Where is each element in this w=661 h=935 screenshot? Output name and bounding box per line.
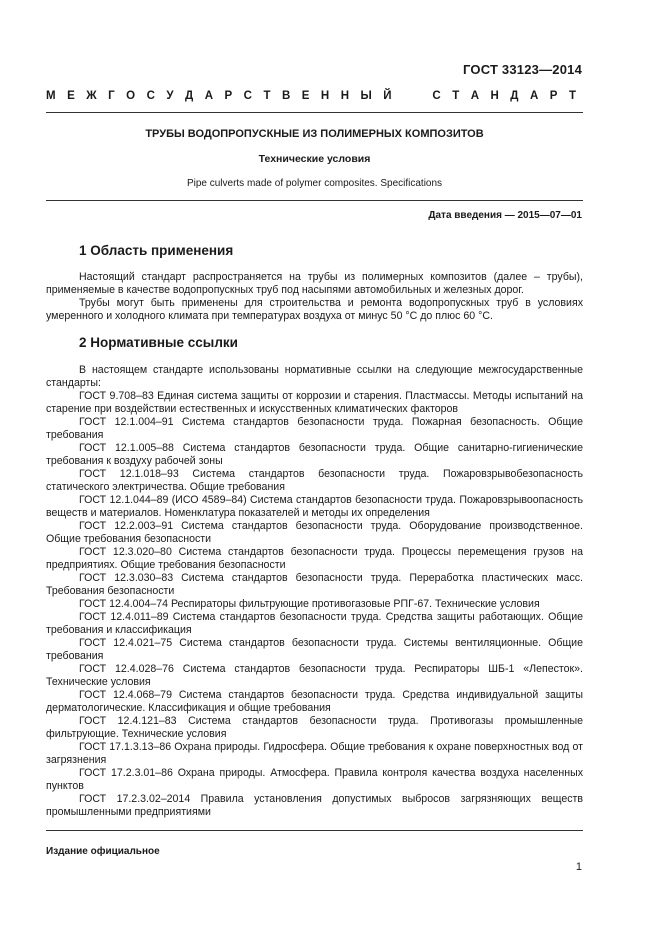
banner-letter: О [126,90,136,102]
document-subtitle: Технические условия [258,153,371,165]
banner-letter: Е [301,90,310,102]
banner-letter: Й [383,90,392,102]
header-rule [46,112,583,113]
normative-reference: ГОСТ 12.1.005–88 Система стандартов безопасности труда. Общие санитарно-гигиенические требования к воздуху рабочей зоны [46,442,583,467]
section-2-body [46,364,583,819]
banner-letter: Ы [360,90,372,102]
normative-reference: ГОСТ 12.4.121–83 Система стандартов безопасности труда. Противогазы промышленные фильтрующие. Технические условия [46,715,583,740]
banner-letter: М [46,90,56,102]
banner-letter: У [166,90,174,102]
banner-letter: С [432,90,441,102]
banner-letter: Р [549,90,558,102]
normative-reference: В настоящем стандарте использованы нормативные ссылки на следующие межгосударственные стандарты: [46,364,583,389]
normative-reference: ГОСТ 12.4.021–75 Система стандартов безопасности труда. Системы вентиляционные. Общие требования [46,637,583,662]
normative-reference: ГОСТ 12.3.030–83 Система стандартов безопасности труда. Переработка пластических масс. Требования безопасности [46,572,583,597]
normative-reference: ГОСТ 12.1.044–89 (ИСО 4589–84) Система стандартов безопасности труда. Пожаровзрывоопасность веществ и материалов. Номенклатура показателей и методы их определения [46,494,583,519]
footer-rule [46,830,583,831]
normative-reference: ГОСТ 12.4.028–76 Система стандартов безопасности труда. Респираторы ШБ-1 «Лепесток». Технические условия [46,663,583,688]
edition-label: Издание официальное [46,846,160,857]
introduction-date: Дата введения — 2015—07—01 [428,210,582,221]
banner-letter: Н [340,90,350,102]
banner-letter: Е [67,90,75,102]
banner-letter [403,90,406,102]
interstate-standard-banner [46,90,576,102]
section-1-paragraph: Трубы могут быть применены для строительства и ремонта водопропускных труб в условиях умеренного и холодного климата при температурах воздуха от минус 50 °С до плюс 60 °С. [46,297,583,322]
banner-letter: С [146,90,155,102]
section-1-heading: 1 Область применения [79,243,234,258]
banner-letter: А [529,90,539,102]
english-title: Pipe culverts made of polymer composites. Specifications [186,178,443,189]
banner-letter: Д [510,90,519,102]
banner-letter: А [204,90,214,102]
normative-reference: ГОСТ 17.1.3.13–86 Охрана природы. Гидросфера. Общие требования к охране поверхностных вод от загрязнения [46,741,583,766]
banner-letter: Г [108,90,115,102]
banner-letter: В [281,90,291,102]
title-rule [46,200,583,201]
normative-reference: ГОСТ 12.4.011–89 Система стандартов безопасности труда. Средства защиты работающих. Общие требования и классификация [46,611,583,636]
normative-reference: ГОСТ 17.2.3.01–86 Охрана природы. Атмосфера. Правила контроля качества воздуха населенных пунктов [46,767,583,792]
banner-letter: А [470,90,480,102]
banner-letter: Т [452,90,460,102]
gost-code: ГОСТ 33123—2014 [463,62,582,77]
page-number: 1 [575,861,582,873]
normative-reference: ГОСТ 12.3.020–80 Система стандартов безопасности труда. Процессы перемещения грузов на предприятиях. Общие требования безопасности [46,546,583,571]
normative-reference: ГОСТ 12.2.003–91 Система стандартов безопасности труда. Оборудование производственное. Общие требования безопасности [46,520,583,545]
normative-reference: ГОСТ 12.4.004–74 Респираторы фильтрующие противогазовые РПГ-67. Технические условия [79,598,540,610]
section-1-body [46,271,583,323]
normative-reference: ГОСТ 12.1.004–91 Система стандартов безопасности труда. Пожарная безопасность. Общие требования [46,416,583,441]
document-title: ТРУБЫ ВОДОПРОПУСКНЫЕ ИЗ ПОЛИМЕРНЫХ КОМПОЗИТОВ [145,128,484,140]
banner-letter: Д [185,90,194,102]
normative-reference: ГОСТ 12.4.068–79 Система стандартов безопасности труда. Средства индивидуальной защиты дерматологические. Классификация и общие требования [46,689,583,714]
section-1-paragraph: Настоящий стандарт распространяется на трубы из полимерных композитов (далее – трубы), применяемые в качестве водопропускных труб под насыпями автомобильных и железных дорог. [46,271,583,296]
section-2-heading: 2 Нормативные ссылки [79,335,238,350]
normative-reference: ГОСТ 12.1.018–93 Система стандартов безопасности труда. Пожаровзрывобезопасность статического электричества. Общие требования [46,468,583,493]
normative-reference: ГОСТ 9.708–83 Единая система защиты от коррозии и старения. Пластмассы. Методы испытаний на старение при воздействии естественных и искусственных климатических факторов [46,390,583,415]
banner-letter: Т [263,90,271,102]
banner-letter: С [243,90,252,102]
banner-letter: Р [224,90,233,102]
banner-letter: Ж [86,90,97,102]
banner-letter: Т [568,90,576,102]
normative-reference: ГОСТ 17.2.3.02–2014 Правила установления допустимых выбросов загрязняющих веществ промышленными предприятиями [46,793,583,818]
banner-letter: Н [320,90,330,102]
banner-letter [418,90,421,102]
banner-letter: Н [490,90,499,102]
